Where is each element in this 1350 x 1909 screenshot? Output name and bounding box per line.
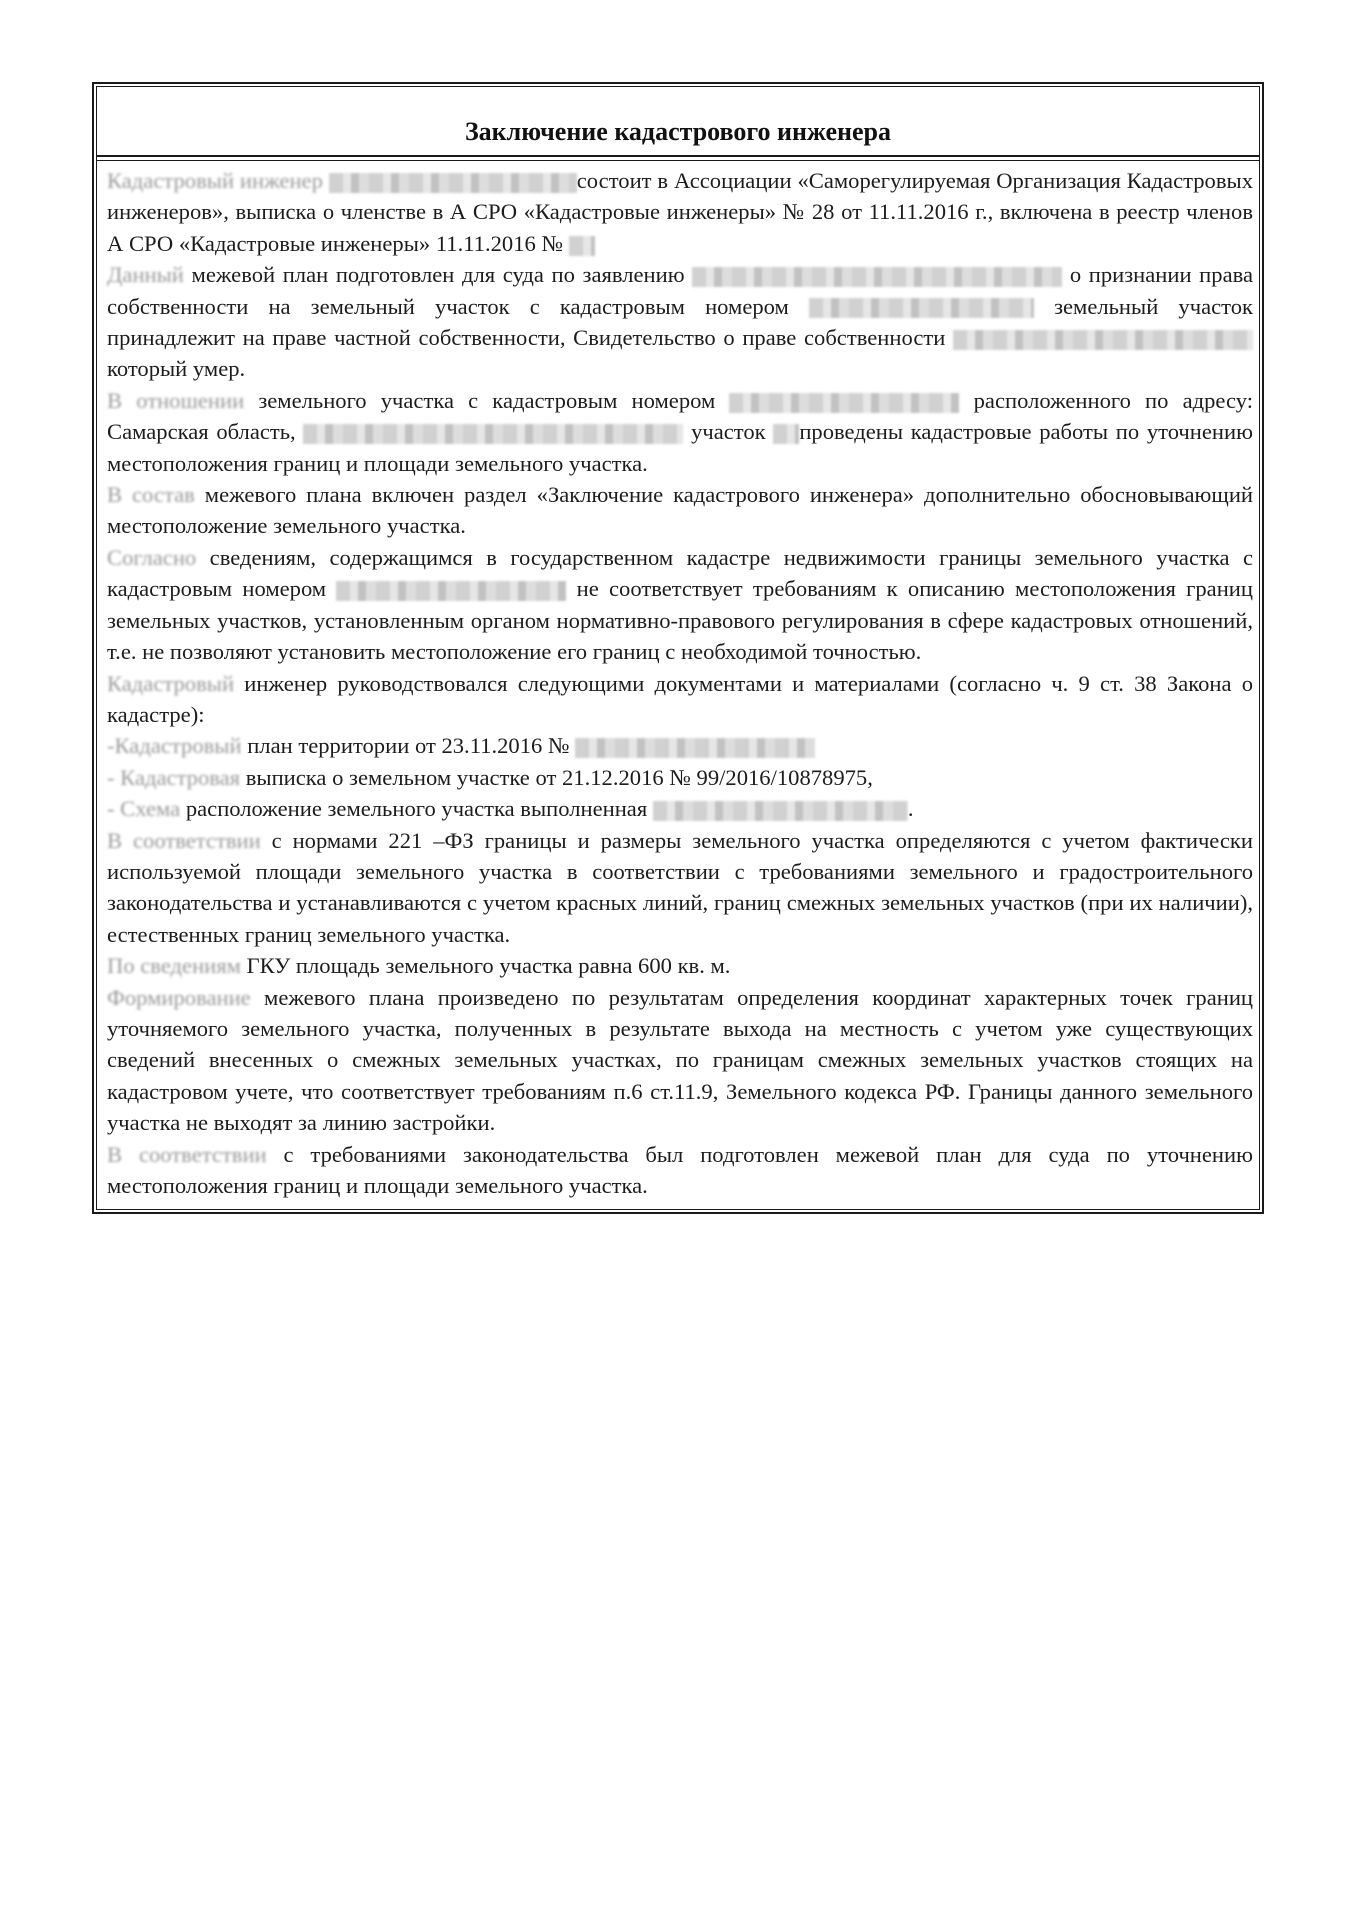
document-title: Заключение кадастрового инженера [464, 117, 892, 146]
paragraph-text: инженер руководствовался следующими документами и материалами (согласно ч. 9 ст. 38 Закона о кадастре): [107, 670, 1253, 727]
redacted-address [303, 424, 683, 444]
lead-word: Формирование [107, 984, 251, 1010]
lead-word: Кадастровый инженер [107, 168, 323, 193]
lead-word: В соответствии [107, 1141, 267, 1167]
list-item: - Схема расположение земельного участка выполненная . [107, 796, 914, 822]
lead-word: В соответствии [107, 827, 261, 853]
lead-word: -Кадастровый [107, 733, 242, 759]
paragraph-area [107, 950, 1253, 981]
redacted-cadastral-number [729, 393, 959, 413]
paragraph-plan [107, 259, 1253, 385]
conclusion-body [97, 161, 1259, 1209]
paragraph-text: расположенного по адресу: Самарская область, [107, 387, 1253, 445]
paragraph-location [107, 385, 1253, 479]
redacted-number [569, 236, 595, 256]
paragraph-text: межевой план подготовлен для суда по заявлению [191, 262, 685, 288]
paragraph-text: земельного участка с кадастровым номером [258, 387, 716, 413]
list-item-text: план территории от 23.11.2016 № [247, 733, 570, 759]
lead-word: Данный [107, 262, 184, 288]
paragraph-cadastre [107, 542, 1253, 668]
lead-word: По сведениям [107, 953, 241, 979]
paragraph-conclusion [107, 1139, 1253, 1202]
paragraph-text: о признании права собственности на земельный участок с кадастровым номером [107, 262, 1253, 319]
paragraph-text: ГКУ площадь земельного участка равна 600 кв. м. [246, 953, 731, 979]
lead-word: В состав [107, 482, 195, 508]
lead-word: Согласно [107, 544, 197, 570]
paragraph-engineer [107, 165, 1253, 259]
conclusion-frame [92, 82, 1264, 1214]
title-cell [97, 87, 1259, 157]
paragraph-text: с требованиями законодательства был подготовлен межевой план для суда по уточнению местоположения границ и площади земельного участка. [107, 1141, 1253, 1198]
paragraph-text: участок [691, 419, 766, 445]
list-item-text: выписка о земельном участке от 21.12.2016 № 99/2016/10878975, [245, 764, 873, 790]
paragraph-text: который умер. [107, 356, 246, 382]
paragraph-text: проведены кадастровые работы по уточнению местоположения границ и площади земельного участка. [107, 419, 1253, 476]
redacted-executor [653, 801, 908, 821]
redacted-applicant [692, 267, 1062, 287]
redacted-name [329, 173, 577, 193]
list-item [107, 762, 1253, 793]
paragraph-text: с нормами 221 –ФЗ границы и размеры земельного участка определяются с учетом фактически используемой площади земельного участка в соответствии с требованиями земельного и градостроительного законодательства и устанавливаются с учетом красных линий, границ смежных земельных участков (при их наличии), естественных границ земельного участка. [107, 827, 1253, 947]
lead-word: - Кадастровая [107, 764, 241, 790]
redacted-cadastral-number [336, 581, 566, 601]
paragraph-text: земельный участок принадлежит на праве частной собственности, Свидетельство о праве собственности [107, 293, 1253, 351]
paragraph-text: межевого плана включен раздел «Заключение кадастрового инженера» дополнительно обосновывающий местоположение земельного участка. [107, 482, 1254, 539]
redacted-plan-number [575, 738, 815, 758]
redacted-cadastral-number [809, 298, 1034, 318]
list-item [107, 730, 1253, 761]
lead-word: - Схема [107, 796, 181, 822]
paragraph-text: не соответствует требованиям к описанию местоположения границ земельных участков, установленным органом нормативно-правового регулирования в сфере кадастровых отношений, т.е. не позволяют установить местоположение его границ с необходимой точностью. [107, 576, 1253, 665]
redacted-certificate [953, 330, 1253, 350]
list-item-text: расположение земельного участка выполненная [185, 796, 648, 822]
paragraph-formation [107, 982, 1253, 1139]
paragraph-section [107, 479, 1253, 542]
paragraph-text: сведениям, содержащимся в государственном кадастре недвижимости границы земельного участка с кадастровым номером [107, 544, 1253, 602]
paragraph-norms [107, 825, 1253, 951]
paragraph-text: межевого плана произведено по результатам определения координат характерных точек границ уточняемого земельного участка, полученных в результате выхода на местность с учетом уже существующих сведений внесенных о смежных земельных участках, по границам смежных земельных участков стоящих на кадастровом учете, что соответствует требованиям п.6 ст.11.9, Земельного кодекса РФ. Границы данного земельного участка не выходят за линию застройки. [107, 984, 1253, 1136]
lead-word: Кадастровый [107, 670, 235, 696]
paragraph-text: состоит в Ассоциации «Саморегулируемая Организация Кадастровых инженеров», выписка о членстве в А СРО «Кадастровые инженеры» № 28 от 11.11.2016 г., включена в реестр членов А СРО «Кадастровые инженеры» 11.11.2016 № [107, 168, 1253, 256]
redacted-plot-number [773, 424, 799, 444]
conclusion-table [96, 86, 1260, 1210]
paragraph-documents [107, 668, 1253, 731]
lead-word: В отношении [107, 387, 245, 413]
